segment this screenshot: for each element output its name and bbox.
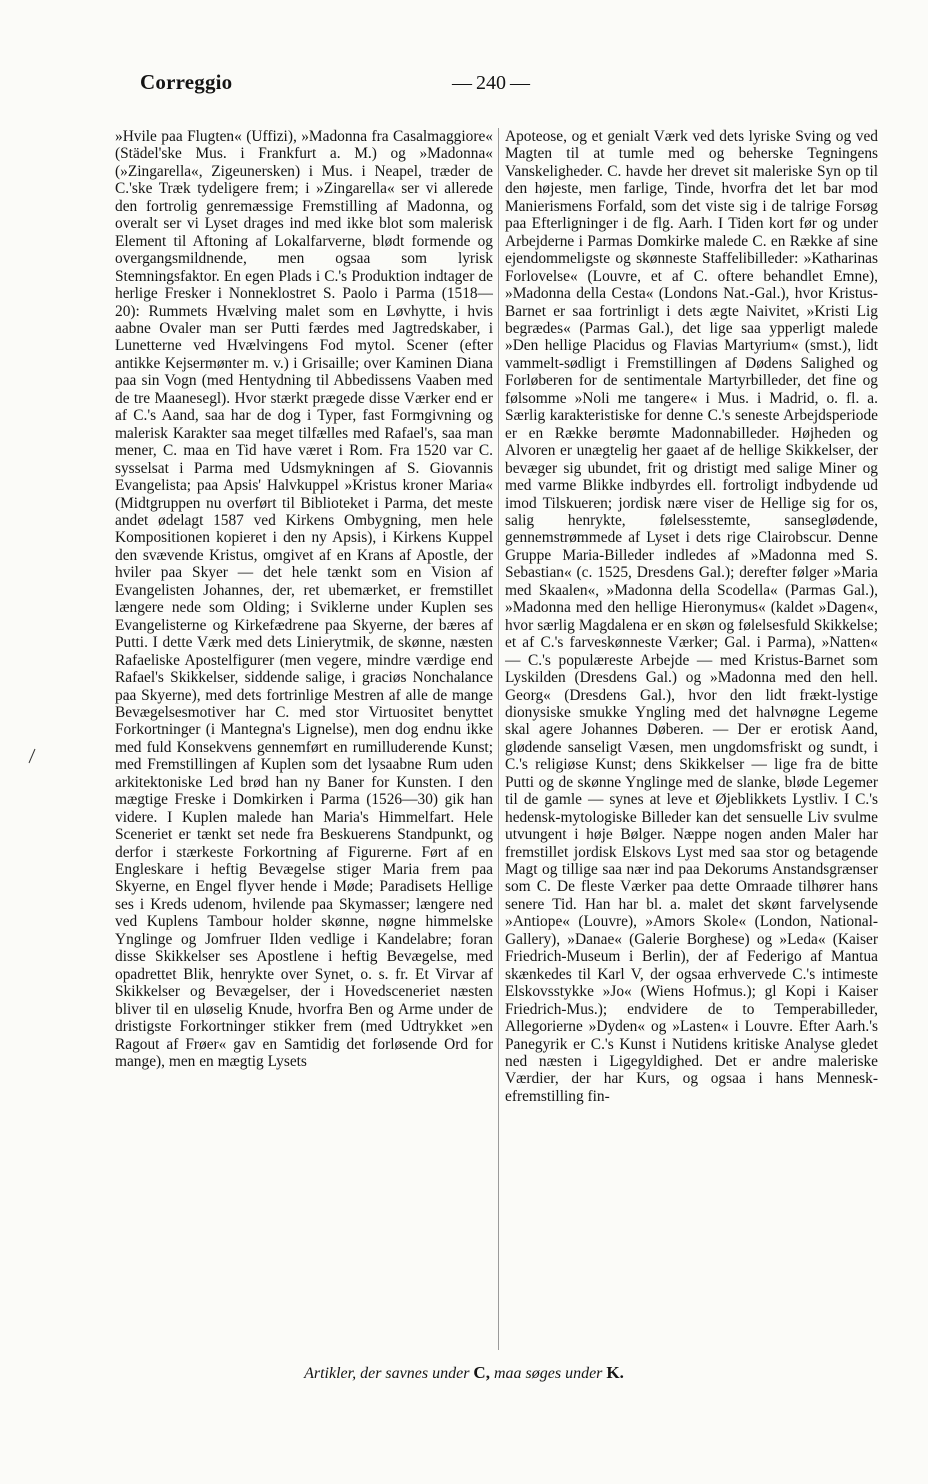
running-head bbox=[140, 70, 840, 100]
text-column-left bbox=[115, 128, 493, 1358]
note-text-middle: maa søges under bbox=[493, 1365, 603, 1382]
page-dash-left: — bbox=[452, 72, 472, 94]
column-divider bbox=[498, 128, 499, 1350]
margin-pencil-mark bbox=[28, 748, 36, 764]
text-column-right bbox=[505, 128, 878, 1358]
note-text-before: Artikler, der savnes under bbox=[304, 1365, 470, 1382]
note-letter-k: K. bbox=[606, 1363, 624, 1382]
page-number: 240 bbox=[476, 72, 506, 94]
cross-reference-note bbox=[0, 1363, 928, 1383]
headword-title: Correggio bbox=[140, 70, 233, 94]
page-number-block bbox=[448, 72, 534, 95]
right-column-text: Apoteose, og et genialt Værk ved dets lyriske Sving og ved Magten til at tumle med og beherske Tegningens Vanskeligheder. C. havde her drevet sit maleriske Syn op til den højeste, men farlige, Tinde, hvorfra det let bar mod Manierismens Forfald, som det viste sig i de talrige Forsøg paa Efterligninger i de flg. Aarh. I Tiden kort før og under Arbejderne i Parmas Domkirke malede C. en Række af sine ejendommeligste og skønneste Staffelibilleder: »Katharinas Forlovelse« (Louvre, et af C. oftere behandlet Emne), »Madonna della Cesta« (Londons Nat.-Gal.), hvor Kristus-Barnet er saa fortrinligt i dets ægte Naivitet, »Kristi Lig begrædes« (Parmas Gal.), det lige saa ypperligt malede »Den hellige Placidus og Flavias Martyrium« (smst.), lidt vammelt-sødligt i Fremstillingen af Dødens Salighed og Forløberen for de sentimentale Martyrbilleder, det fine og følsomme »Noli me tangere« i Mus. i Madrid, o. fl. a. Særlig karakteristiske for denne C.'s seneste Arbejdsperiode er en Række berømte Madonnabilleder. Højheden og Alvoren er unægtelig her gaaet af de hellige Skikkelser, der bevæger sig ubundet, frit og dristigt med salige Miner og med varme Blikke indbyrdes ell. fortroligt indbydende ud imod Tilskueren; jordisk nære viser de Hellige sig for os, salig henrykte, følelsesstemte, sanseglødende, gennemstrømmede af Lyset i dets rige Clairobscur. Denne Gruppe Maria-Billeder indledes af »Madonna med S. Sebastian« (c. 1525, Dresdens Gal.); derefter følger »Maria med Skaalen«, »Madonna della Scodella« (Parmas Gal.), »Madonna med den hellige Hieronymus« (kaldet »Dagen«, hvor særlig Magdalena er en skøn og følelsesfuld Skikkelse; et af C.'s farveskønneste Værker; Gal. i Parma), »Natten« — C.'s populæreste Arbejde — med Kristus-Barnet som Lyskilden (Dresdens Gal.) og »Madonna med den hell. Georg« (Dresdens Gal.), hvor den lidt frækt-lystige dionysiske smukke Yngling med det halvnøgne Legeme skal agere Johannes Døberen. — Der er erotisk Aand, glødende sanseligt Væsen, men ungdomsfriskt og sundt, i C.'s religiøse Kunst; dens Skikkelser — lige fra de bitte Putti og de skønne Ynglinge med de slanke, bløde Legemer til de gamle — synes at leve et Øjeblikkets Lystliv. I C.'s hedensk-mytologiske Billeder kan det sensuelle Liv svulme utvungent i høje Bølger. Næppe nogen anden Maler har fremstillet jordisk Elskovs Lyst med saa stor og betagende Magt og tillige saa nær ind paa Dekorums Anstandsgrænser som C. De fleste Værker paa dette Omraade tilhører hans senere Tid. Han har bl. a. malet det skønt farvelysende »Antiope« (Louvre), »Amors Skole« (London, National-Gallery), »Danae« (Galerie Borghese) og »Leda« (Kaiser Friedrich-Museum i Berlin), der af Federigo af Mantua skænkedes til Karl V, der ogsaa erhvervede C.'s intimeste Elskovsstykke »Jo« (Wiens Hofmus.); gl Kopi i Kaiser Friedrich-Mus.); endvidere de to Temperabilleder, Allegorierne »Dyden« og »Lasten« i Louvre. Efter Aarh.'s Panegyrik er C.'s Kunst i Nutidens kritiske Analyse gledet ned næsten i Ligegyldighed. Det er andre maleriske Værdier, der har Kurs, og ogsaa i hans Menneskefremstilling fin- bbox=[505, 128, 878, 1105]
note-letter-c: C, bbox=[473, 1363, 490, 1382]
left-column-text: »Hvile paa Flugten« (Uffizi), »Madonna fra Casalmaggiore« (Städel'ske Mus. i Frankfurt a. M.) og »Madonna« (»Zingarella«, Zigeunersken) i Mus. i Neapel, træder de C.'ske Træk tydeligere frem; i »Zingarella« ser vi allerede den fortrolig genremæssige Fremstilling af Madonna, og overalt ser vi Lyset drages ind med ikke blot som malerisk Element til Aftoning af Lokalfarverne, blødt formende og overgangsmildnende, men ogsaa som lyrisk Stemningsfaktor. En egen Plads i C.'s Produktion indtager de herlige Fresker i Nonneklostret S. Paolo i Parma (1518—20): Rummets Hvælving malet som en Løvhytte, i hvis aabne Ovaler man ser Putti færdes med Jagtredskaber, i Lunetterne ved Hvælvingens Fod mytol. Scener (efter antikke Kejsermønter m. v.) i Grisaille; over Kaminen Diana paa sin Vogn (med Hentydning til Abbedissens Vaaben med de tre Maanesegl). Hvor stærkt prægede disse Værker end er af C.'s Aand, saa har de dog i Typer, fast Formgivning og malerisk Karakter saa meget tilfælles med Rafael's, saa man mener, C. maa en Tid have været i Rom. Fra 1520 var C. sysselsat i Parma med Udsmykningen af S. Giovannis Evangelista; paa Apsis' Halvkuppel »Kristus kroner Maria« (Midtgruppen nu overført til Biblioteket i Parma, det meste andet ødelagt 1587 ved Kirkens Ombygning, men hele Kompositionen kopieret i den ny Apsis), i Kirkens Kuppel den svævende Kristus, omgivet af en Krans af Apostle, der hviler paa Skyer — det hele tænkt som en Vision af Evangelisten Johannes, der, ret ubemærket, er fremstillet længere nede som Olding; i Sviklerne under Kuplen ses Evangelisterne og Kirkefædrene paa Skyerne, der bæres af Putti. I dette Værk med dets Linierytmik, de skønne, næsten Rafaeliske Apostelfigurer (men vegere, mindre værdige end Rafael's Skikkelser, siddende salige, i graciøs Nonchalance paa Skyerne), med dets fortrinlige Mestren af alle de mange Bevægelsesmotiver har C. med stor Virtuositet benyttet Forkortninger (i Mantegna's Lignelse), men dog endnu ikke med fuld Konsekvens gennemført en rumilluderende Kunst; med Fremstillingen af Kuplen som det lysaabne Rum uden arkitektoniske Led brød han ny Baner for Kunsten. I den mægtige Freske i Domkirken i Parma (1526—30) gik han videre. I Kuplen malede han Maria's Himmelfart. Hele Sceneriet er tænkt set nede fra Beskuerens Standpunkt, og derfor i stærkeste Forkortning af Figurerne. Ført af en Engleskare i heftig Bevægelse stiger Maria frem paa Skyerne, en Engel flyver hende i Møde; Paradisets Hellige ses i Kreds udenom, hvilende paa Skymasser; længere ned ved Kuplens Tambour holder skønne, nøgne himmelske Ynglinge og Jomfruer Ilden vedlige i Kandelabre; foran disse Skikkelser ses Apostlene i heftig Bevægelse, med opadrettet Blik, henrykte over Synet, o. s. fr. Et Virvar af Skikkelser og Bevægelser, der i Hovedsceneriet næsten bliver til en uløselig Knude, hvorfra Ben og Arme under de dristigste Forkortninger stikker frem (med Udtrykket »en Ragout af Frøer« gav en Samtidig det forløsende Ord for mange), men en mægtig Lysets bbox=[115, 128, 493, 1071]
page-dash-right: — bbox=[510, 72, 530, 94]
